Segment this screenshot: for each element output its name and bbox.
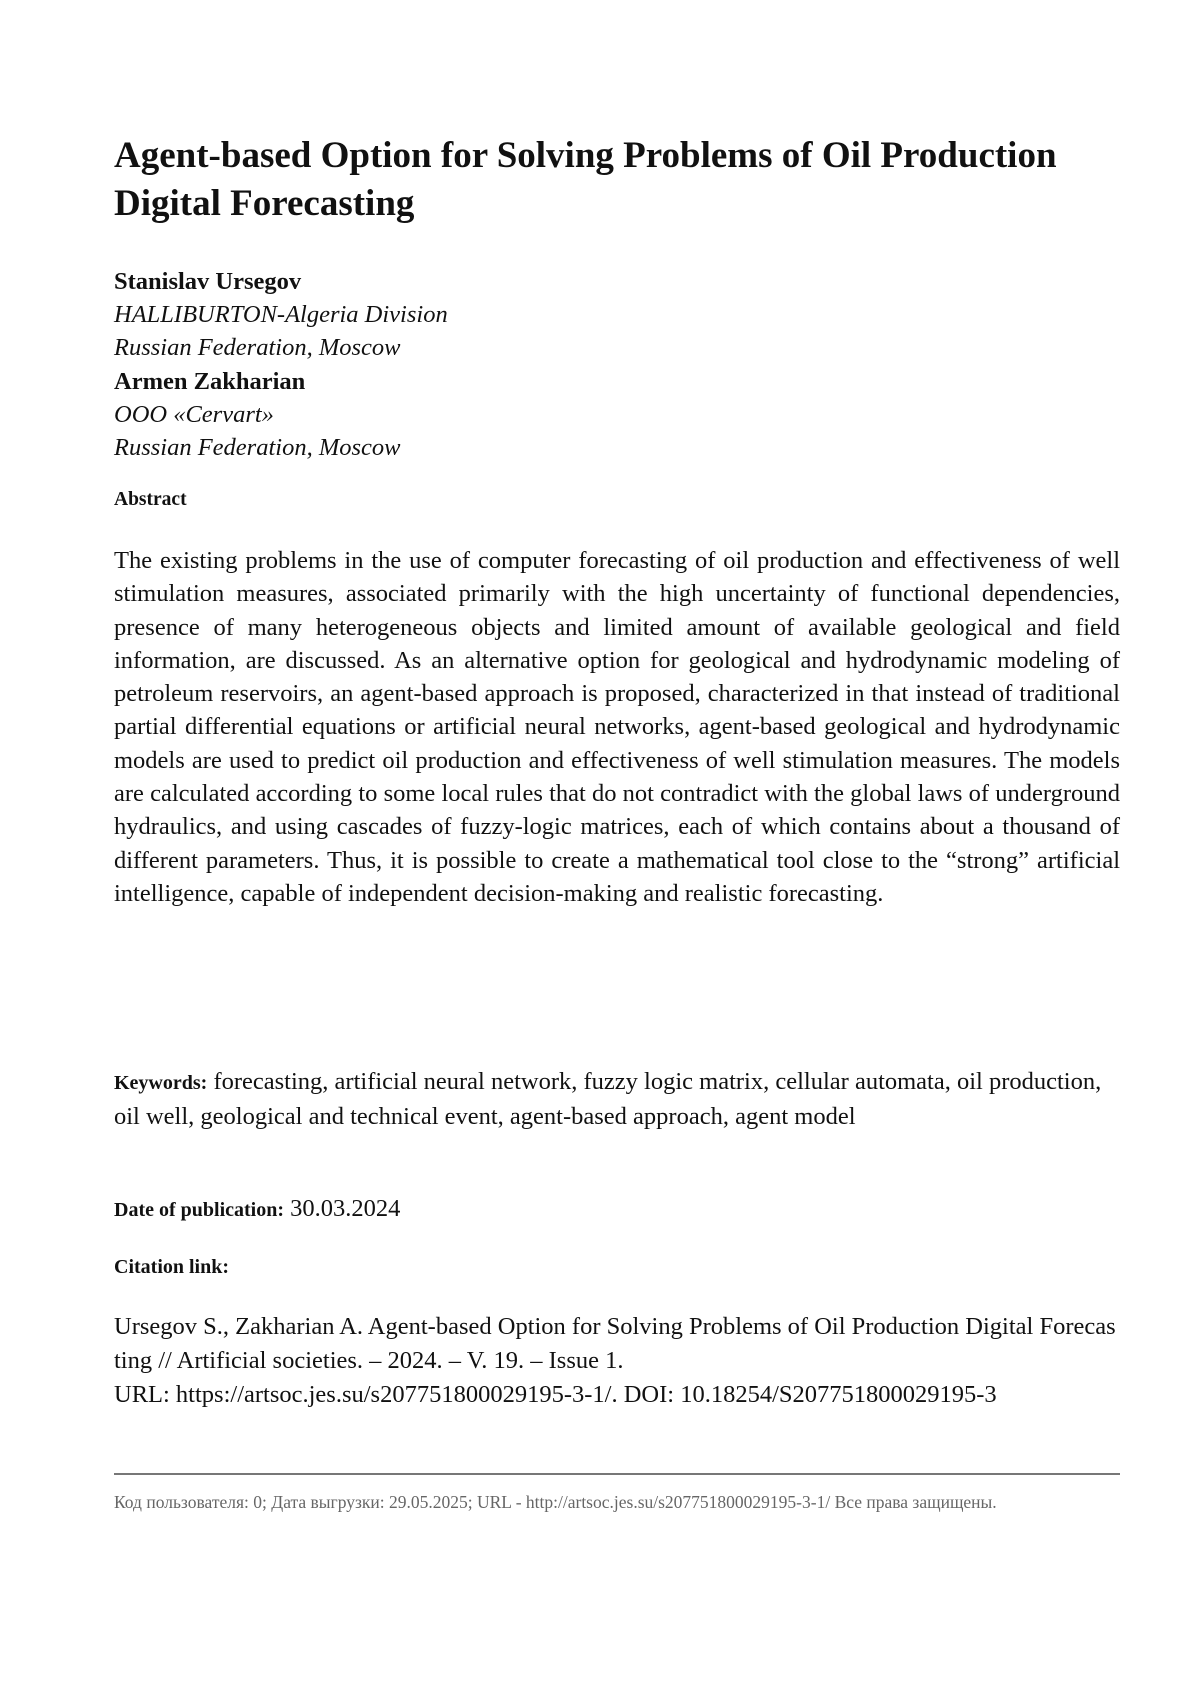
citation — [114, 1310, 1120, 1412]
keywords — [114, 1065, 1120, 1133]
date-label: Date of publication: — [114, 1199, 284, 1221]
citation-url[interactable]: URL: https://artsoc.jes.su/s207751800029195-3-1/. DOI: 10.18254/S207751800029195-3 — [114, 1378, 1120, 1412]
author-affiliation: HALLIBURTON-Algeria Division — [114, 298, 1120, 331]
date-value: 30.03.2024 — [290, 1195, 400, 1222]
citation-heading: Citation link: — [114, 1256, 1120, 1279]
abstract-text: The existing problems in the use of computer forecasting of oil production and effectiveness of well stimulation measures, associated primarily with the high uncertainty of functional dependencies, presence of many heterogeneous objects and limited amount of available geological and field information, are discussed. As an alternative option for geological and hydrodynamic modeling of petroleum reservoirs, an agent-based approach is proposed, characterized in that instead of traditional partial differential equations or artificial neural networks, agent-based geological and hydrodynamic models are used to predict oil production and effectiveness of well stimulation measures. The models are calculated according to some local rules that do not contradict with the global laws of underground hydraulics, and using cascades of fuzzy-logic matrices, each of which contains about a thousand of different parameters. Thus, it is possible to create a mathematical tool close to the “strong” artificial intelligence, capable of independent decision-making and realistic forecasting. — [114, 544, 1120, 910]
abstract-heading: Abstract — [114, 489, 1120, 511]
author-name: Stanislav Ursegov — [114, 265, 1120, 298]
author-affiliation: OOO «Cervart» — [114, 398, 1120, 431]
keywords-label: Keywords: — [114, 1072, 207, 1094]
footer-divider — [114, 1473, 1120, 1475]
article-title: Agent-based Option for Solving Problems of Oil Production Digital Forecasting — [114, 132, 1120, 228]
footer-text: Код пользователя: 0; Дата выгрузки: 29.05.2025; URL - http://artsoc.jes.su/s207751800029195-3-1/ Все права защищены. — [114, 1490, 1120, 1515]
publication-date — [114, 1195, 1120, 1223]
author-name: Armen Zakharian — [114, 365, 1120, 398]
author-location: Russian Federation, Moscow — [114, 431, 1120, 464]
citation-text: Ursegov S., Zakharian A. Agent-based Option for Solving Problems of Oil Production Digital Forecasting // Artificial societies. – 2024. – V. 19. – Issue 1. — [114, 1310, 1120, 1378]
author-location: Russian Federation, Moscow — [114, 331, 1120, 364]
keywords-text: forecasting, artificial neural network, fuzzy logic matrix, cellular automata, oil production, oil well, geological and technical event, agent-based approach, agent model — [114, 1068, 1101, 1130]
authors-block — [114, 265, 1120, 464]
